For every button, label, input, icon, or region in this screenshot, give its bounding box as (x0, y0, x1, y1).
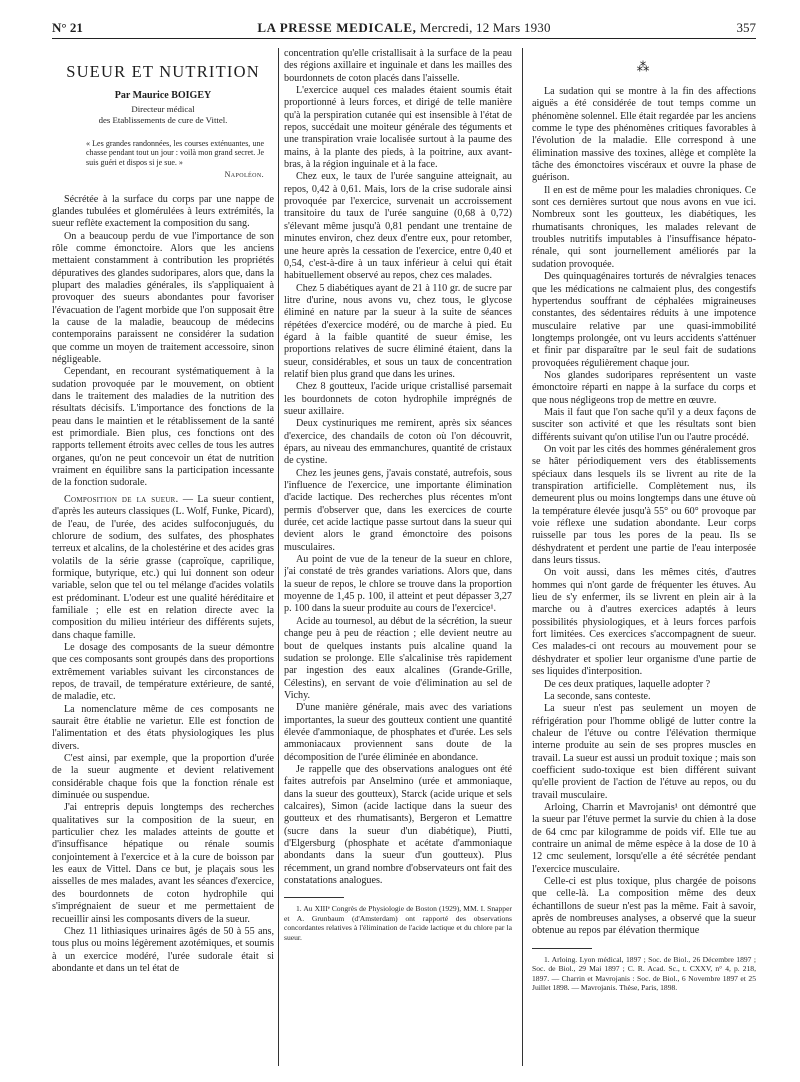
issue-number: N° 21 (52, 20, 83, 35)
paragraph: On voit aussi, dans les mêmes cités, d'autres hommes qui n'ont garde de fréquenter les étuves. Au lieu de s'y enfermer, ils se livrent en plein air à la marche ou à d'autres exercices adaptés à leurs possibilités physiologiques, et à leurs forces parfois fort limitées. Ces exercices s'accompagnent de sueur. Ces malades-ci ont recours au mouvement pour se déshydrater et spolier leur organisme d'une partie de ses liquides d'interposition. (532, 567, 756, 678)
section-heading: Composition de la sueur. (64, 493, 179, 505)
paragraph: J'ai entrepris depuis longtemps des recherches qualitatives sur la composition de la sueur, en particulier chez les malades atteints de goutte et d'insuffisance hépatique ou rénale soumis conjointement à l'exercice et à la cure de boisson par les eaux de Vittel. Dans ce but, je plaçais sous les aisselles de mes malades, avant les séances d'exercice, des bourdonnets de coton hydrophile qui s'imprégnaient de sueur et me permettaient de recueillir ainsi les composants divers de la sueur. (52, 802, 274, 925)
column-3 (532, 48, 756, 1068)
section-separator-stars: ⁂ (636, 59, 652, 74)
affiliation-line: Directeur médical (131, 104, 195, 114)
paragraph: Deux cystinuriques me remirent, après six séances d'exercice, des chandails de coton où l'on découvrit, épars, au niveau des emmanchures, quantité de cristaux de cystine. (284, 418, 512, 467)
paragraph (52, 494, 274, 642)
article-title: SUEUR ET NUTRITION (66, 62, 260, 81)
paragraph: La sudation qui se montre à la fin des affections aiguës a été considérée de tout temps comme un phénomène solennel. Elle était regardée par les anciens comme le type des phénomènes critiques favorables à l'évolution de la maladie. Elle correspond à une élimination massive des toxines, allège et complète la tâche des émonctoires viscéraux et ouvre la phase de guérison. (532, 86, 756, 184)
paragraph: Le dosage des composants de la sueur démontre que ces composants sont groupés dans des proportions extrêmement variables suivant les circonstances de repos, de travail, de température extérieure, de santé, de maladie, etc. (52, 641, 274, 703)
page-header (52, 16, 756, 39)
epigraph-author: Napoléon. (224, 170, 264, 180)
paragraph: Arloing, Charrin et Mavrojanis¹ ont démontré que la sueur par l'étuve permet la survie du chien à la dose de 64 cmc par kilogramme de poids vif. Elle tue au contraire un animal de même espèce à la dose de 10 à 12 cmc seulement, lorsqu'elle a été sécrétée pendant l'exercice musculaire. (532, 801, 756, 875)
footnote: 1. Au XIIIᵉ Congrès de Physiologie de Boston (1929), MM. I. Snapper et A. Grunbaum (d'Amsterdam) ont rapporté des observations concordantes relatives à l'élimination de l'acide lactique et du chlore par la sueur. (284, 904, 512, 942)
paragraph: Mais il faut que l'on sache qu'il y a deux façons de susciter son activité et que les résultats sont bien différents suivant qu'on utilise l'un ou l'autre procédé. (532, 406, 756, 443)
column-1 (52, 48, 274, 1068)
affiliation-line: des Etablissements de cure de Vittel. (98, 114, 228, 125)
paragraph: Nos glandes sudoripares représentent un vaste émonctoire réparti en nappe à la surface du corps et que nous négligeons trop de mettre en œuvre. (532, 369, 756, 406)
author-affiliation (52, 104, 274, 125)
paragraph: On voit par les cités des hommes généralement gros se hâter périodiquement vers des établissements spéciaux dans lesquels ils se livrent au rite de la transpiration artificielle. Complètement nus, ils demeurent plus ou moins longtemps dans une étuve où la température élevée jusqu'à 55° ou 60° provoque par voie réflexe une sudation abondante. Leur corps ruisselle par tous les pores de la peau. Ils se déshydratent et perdent une partie de l'eau interposée dans leurs tissus. (532, 443, 756, 567)
paragraph: Chez eux, le taux de l'urée sanguine atteignait, au repos, 0,42 à 0,61. Mais, lors de la crise sudorale ainsi provoquée par l'exercice, survenait un accroissement transitoire du taux de l'urée sanguine (0,68 à 0,72) s'élevant même jusqu'à 0,81 pendant une trentaine de minutes environ, chez deux d'entre eux, pour retomber, une heure après la cessation de l'exercice, entre 0,40 et 0,54, c'est-à-dire à un taux inférieur à celui qui était habituellement observé au repos, chez ces malades. (284, 171, 512, 282)
paragraph-text: — La sueur contient, d'après les auteurs classiques (L. Wolf, Funke, Picard), de l'eau, de l'urée, des acides sulfoconjugués, du chlorure de sodium, des sulfates, des phosphates terreux et alcalins, de la cholestérine et des acides gras volatils de la série grasse (caproïque, caprilique, formique, butyrique, etc.) qui lui donnent son odeur variable, selon que tel ou tel mélange d'acides volatils est prédominant. L'odeur est une qualité héréditaire et familiale ; elle est en relation directe avec la composition du milieu intérieur des différents sujets, dans chaque famille. (52, 493, 274, 641)
issue-date: Mercredi, 12 Mars 1930 (419, 20, 551, 35)
column-2 (284, 48, 512, 1068)
paragraph: La nomenclature même de ces composants ne saurait être établie ne varietur. Elle est fonction de l'alimentation et des états physiologiques les plus divers. (52, 703, 274, 752)
paragraph: Cependant, en recourant systématiquement à la sudation provoquée par le mouvement, on obtient dans le traitement des maladies de la nutrition des résultats décisifs. L'importance des fonctions de la peau dans le maintien et le rétablissement de la santé est primordiale. Bien plus, ces fonctions ont des rapports tellement étroits avec celles de tous les autres organes, qu'on ne peut concevoir un état de nutrition vraiment en équilibre sans la participation incessante de la fonction sudorale. (52, 366, 274, 489)
paragraph: De ces deux pratiques, laquelle adopter ? (544, 678, 711, 690)
paragraph: D'une manière générale, mais avec des variations importantes, la sueur des goutteux contient une quantité élevée d'ammoniaque, de phosphates et d'urée. Les sels ammoniacaux proviennent sans doute de la décomposition de l'urée éliminée en abondance. (284, 702, 512, 763)
footnote-rule (284, 897, 344, 898)
column-rule-1 (278, 48, 279, 1066)
paragraph: C'est ainsi, par exemple, que la proportion d'urée de la sueur augmente et devient relativement considérable chaque fois que la fonction rénale est diminuée ou suspendue. (52, 753, 274, 802)
paragraph: La sueur n'est pas seulement un moyen de réfrigération pour l'homme obligé de lutter contre la chaleur de l'étuve ou contre l'élévation thermique interne produite au sein de ses propres muscles en travail. La sueur est aussi un produit toxique ; mais son coefficient sudo-toxique est bien différent suivant qu'elle provient de l'action de l'étuve au repos, ou du travail musculaire. (532, 703, 756, 801)
column-rule-2 (522, 48, 523, 1066)
epigraph: « Les grandes randonnées, les courses exténuantes, une chasse pendant tout un jour : voilà mon grand secret. Je suis guéri et dispos si je sue. » (86, 139, 264, 167)
page-number: 357 (736, 20, 756, 35)
paragraph: Chez 5 diabétiques ayant de 21 à 110 gr. de sucre par litre d'urine, nous avons vu, chez tous, le glycose éliminé en nature par la sueur à la suite de séances répétées d'exercice modéré, ou de marche à pied. Eu égard à la faible quantité de sueur émise, les proportions relatives de sucre éliminé étaient, dans la sueur, considérables, et sous un taux de concentration relatif bien plus grand que dans les urines. (284, 282, 512, 380)
footnote-rule (532, 948, 592, 949)
journal-name: LA PRESSE MEDICALE, (257, 20, 417, 35)
paragraph: Chez les jeunes gens, j'avais constaté, autrefois, sous l'influence de l'exercice, une importante élimination d'acide lactique. Des recherches plus récentes m'ont permis d'observer que, dans les exercices de courte durée, cet acide lactique passe surtout dans la sueur qui devient alors le grand émonctoire des poisons musculaires. (284, 467, 512, 553)
paragraph: Chez 11 lithiasiques urinaires âgés de 50 à 55 ans, tous plus ou moins légèrement azotémiques, et soumis à un exercice modéré, l'urée sudorale était si abondante et dans un tel état de (52, 925, 274, 974)
paragraph: On a beaucoup perdu de vue l'importance de son rôle comme émonctoire. Alors que les anciens mettaient constamment à contribution les propriétés dépuratives des glandes sudoripares, alors que, dans la plupart des maladies générales, ils s'appliquaient à provoquer des sueurs abondantes pour favoriser l'évacuation de l'agent morbide que l'on supposait être la cause de la maladie, beaucoup de médecins contemporains paraissent ne considérer la sudation que comme un moyen de traitement accessoire, sinon négligeable. (52, 230, 274, 366)
paragraph: Celle-ci est plus toxique, plus chargée de poisons que celle-là. La composition même des deux échantillons de sueur n'est pas la même. Fait à savoir, après de nombreuses analyses, a observé que la sueur obtenue au repos par élévation thermique (532, 876, 756, 937)
running-title (52, 20, 756, 36)
paragraph: Des quinquagénaires torturés de névralgies tenaces que les médications ne calmaient plus, des congestifs hypertendus souffrant de céphalées migraineuses constantes, des sédentaires réduits à une impotence musculaire relative par une quasi-immobilité longtemps prolongée, ont vu leurs accidents s'atténuer et finir par disparaître par le seul fait de sudations provoquées régulièrement chaque jour. (532, 271, 756, 369)
paragraph: Au point de vue de la teneur de la sueur en chlore, j'ai constaté de très grandes variations. Alors que, dans la sueur de repos, le chlore se trouve dans la proportion moyenne de 1,45 p. 100, il atteint et peut dépasser 3,27 p. 100 dans la sueur produite au cours de l'exercice¹. (284, 554, 512, 615)
paragraph: L'exercice auquel ces malades étaient soumis était proportionné à leurs forces, et dirigé de telle manière qu'à la perspiration cutanée qui est insensible à l'état de repos, succédait une moiteur générale des téguments et une transpiration vraie localisée surtout à la paume des mains, à la plante des pieds, à la poitrine, aux avant-bras, à la région inguinale et à la face. (284, 85, 512, 171)
footnote: 1. Arloing. Lyon médical, 1897 ; Soc. de Biol., 26 Décembre 1897 ; Soc. de Biol., 29 Mai 1897 ; C. R. Acad. Sc., t. CXXV, n° 4, p. 218, 1897. — Charrin et Mavrojanis : Soc. de Biol., 6 Novembre 1897 et 25 Juillet 1898. — Mavrojanis. Thèse, Paris, 1898. (532, 954, 756, 992)
article-byline: Par Maurice BOIGEY (114, 90, 212, 101)
paragraph: concentration qu'elle cristallisait à la surface de la peau des régions axillaire et inguinale et dans les mailles des bourdonnets de coton placés dans l'aisselle. (284, 48, 512, 84)
paragraph: Il en est de même pour les maladies chroniques. Ce sont ces dernières surtout que nous avons en vue ici. Nombreux sont les goutteux, les diabétiques, les rhumatisants chroniques, les malades relevant de troubles nutritifs imputables à l'insuffisance hépato-rénale, qui sont journellement améliorés par la sudation provoquée. (532, 184, 756, 270)
paragraph: Sécrétée à la surface du corps par une nappe de glandes tubulées et glomérulées à leurs extrémités, la sueur reflète exactement la composition du sang. (52, 193, 274, 230)
paragraph: Je rappelle que des observations analogues ont été faites autrefois par Anselmino (urée et ammoniaque, dans la sueur des goutteux), Starck (acide urique et sels calcaires), Simon (acide lactique dans la sueur des goutteux et des rhumatisants), Bergeron et Lemattre (sucre dans la sueur d'un diabétique), Piutti, d'Elgersburg (phosphate et acétate d'ammoniaque abondants dans la sueur d'un goutteux). Plus récemment, un grand nombre d'observateurs ont fait des constatations analogues. (284, 763, 512, 887)
paragraph: Chez 8 goutteux, l'acide urique cristallisé parsemait les bourdonnets de coton hydrophile imprégnés de sueur axillaire. (284, 381, 512, 417)
paragraph: La seconde, sans conteste. (544, 690, 651, 702)
paragraph: Acide au tournesol, au début de la sécrétion, la sueur change peu à peu de réaction ; elle devient neutre au bout de quelques instants puis alcaline quand la sudation se prolonge. Elle s'alcalinise très rapidement par ingestion des eaux alcalines (Grande-Grille, Célestins), en servant de voie d'élimination au sel de Vichy. (284, 615, 512, 701)
